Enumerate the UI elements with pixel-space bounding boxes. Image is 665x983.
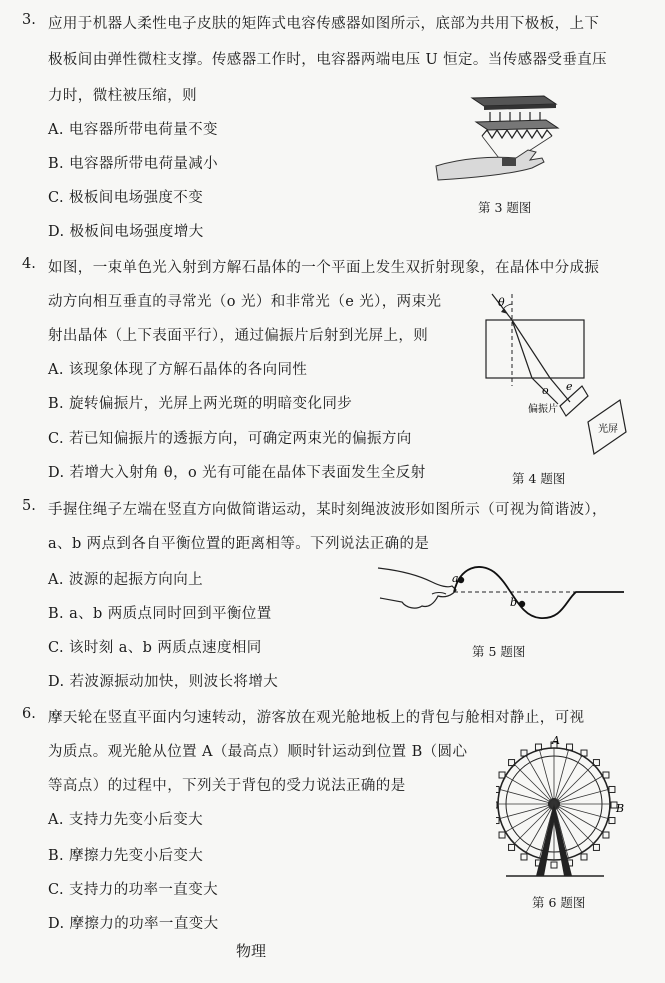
- question-text-line: a、b 两点到各自平衡位置的距离相等。下列说法正确的是: [48, 536, 430, 552]
- option-c: C. 极板间电场强度不变: [48, 190, 204, 206]
- option-c: C. 该时刻 a、b 两质点速度相同: [48, 640, 262, 656]
- question-text-line: 射出晶体（上下表面平行），通过偏振片后射到光屏上，则: [48, 328, 429, 344]
- option-b: B. 电容器所带电荷量减小: [48, 156, 219, 172]
- option-d: D. 若增大入射角 θ，o 光有可能在晶体下表面发生全反射: [48, 465, 426, 481]
- question-text-line: 手握住绳子左端在竖直方向做简谐运动，某时刻绳波波形如图所示（可视为简谐波），: [48, 502, 607, 518]
- figure-caption: 第 4 题图: [512, 471, 566, 486]
- option-b: B. a、b 两质点同时回到平衡位置: [48, 606, 272, 622]
- rope-wave-figure: [376, 556, 628, 636]
- figure-caption: 第 3 题图: [478, 200, 532, 215]
- ferris-wheel-figure: [496, 734, 636, 884]
- figure-caption: 第 5 题图: [472, 644, 526, 659]
- question-text-line: 摩天轮在竖直平面内匀速转动，游客放在观光舱地板上的背包与舱相对静止，可视: [48, 710, 585, 726]
- screen-label: 光屏: [598, 424, 618, 435]
- option-d: D. 极板间电场强度增大: [48, 224, 204, 240]
- option-d: D. 若波源振动加快，则波长将增大: [48, 674, 279, 690]
- birefringence-figure: [470, 286, 630, 466]
- question-text-line: 如图，一束单色光入射到方解石晶体的一个平面上发生双折射现象，在晶体中分成振: [48, 260, 600, 276]
- o-ray-label: o: [542, 384, 549, 397]
- question-text-line: 极板间由弹性微柱支撑。传感器工作时，电容器两端电压 U 恒定。当传感器受垂直压: [48, 52, 608, 68]
- question-text-line: 应用于机器人柔性电子皮肤的矩阵式电容传感器如图所示，底部为共用下极板，上下: [48, 16, 600, 32]
- capacitor-sensor-figure: [432, 92, 562, 184]
- option-a: A. 支持力先变小后变大: [48, 812, 203, 828]
- page-footer-subject: 物理: [236, 942, 267, 960]
- question-number: 3.: [22, 12, 36, 28]
- position-b-label: B: [616, 802, 625, 815]
- option-c: C. 若已知偏振片的透振方向，可确定两束光的偏振方向: [48, 431, 412, 447]
- point-a-label: a: [452, 572, 459, 585]
- option-b: B. 旋转偏振片，光屏上两光斑的明暗变化同步: [48, 396, 353, 412]
- option-c: C. 支持力的功率一直变大: [48, 882, 218, 898]
- polarizer-label: 偏振片: [528, 404, 558, 415]
- option-d: D. 摩擦力的功率一直变大: [48, 916, 219, 932]
- figure-caption: 第 6 题图: [532, 895, 586, 910]
- question-text-line: 为质点。观光舱从位置 A（最高点）顺时针运动到位置 B（圆心: [48, 744, 468, 760]
- question-number: 6.: [22, 706, 36, 722]
- question-text-line: 力时，微柱被压缩，则: [48, 88, 197, 104]
- position-a-label: A: [552, 734, 560, 747]
- theta-label: θ: [498, 296, 505, 309]
- e-ray-label: e: [566, 380, 573, 393]
- point-b-label: b: [510, 596, 518, 609]
- question-number: 4.: [22, 256, 36, 272]
- question-number: 5.: [22, 498, 36, 514]
- option-b: B. 摩擦力先变小后变大: [48, 848, 204, 864]
- option-a: A. 波源的起振方向向上: [48, 572, 203, 588]
- option-a: A. 电容器所带电荷量不变: [48, 122, 218, 138]
- question-text-line: 等高点）的过程中，下列关于背包的受力说法正确的是: [48, 778, 406, 794]
- question-text-line: 动方向相互垂直的寻常光（o 光）和非常光（e 光），两束光: [48, 294, 442, 310]
- option-a: A. 该现象体现了方解石晶体的各向同性: [48, 362, 308, 378]
